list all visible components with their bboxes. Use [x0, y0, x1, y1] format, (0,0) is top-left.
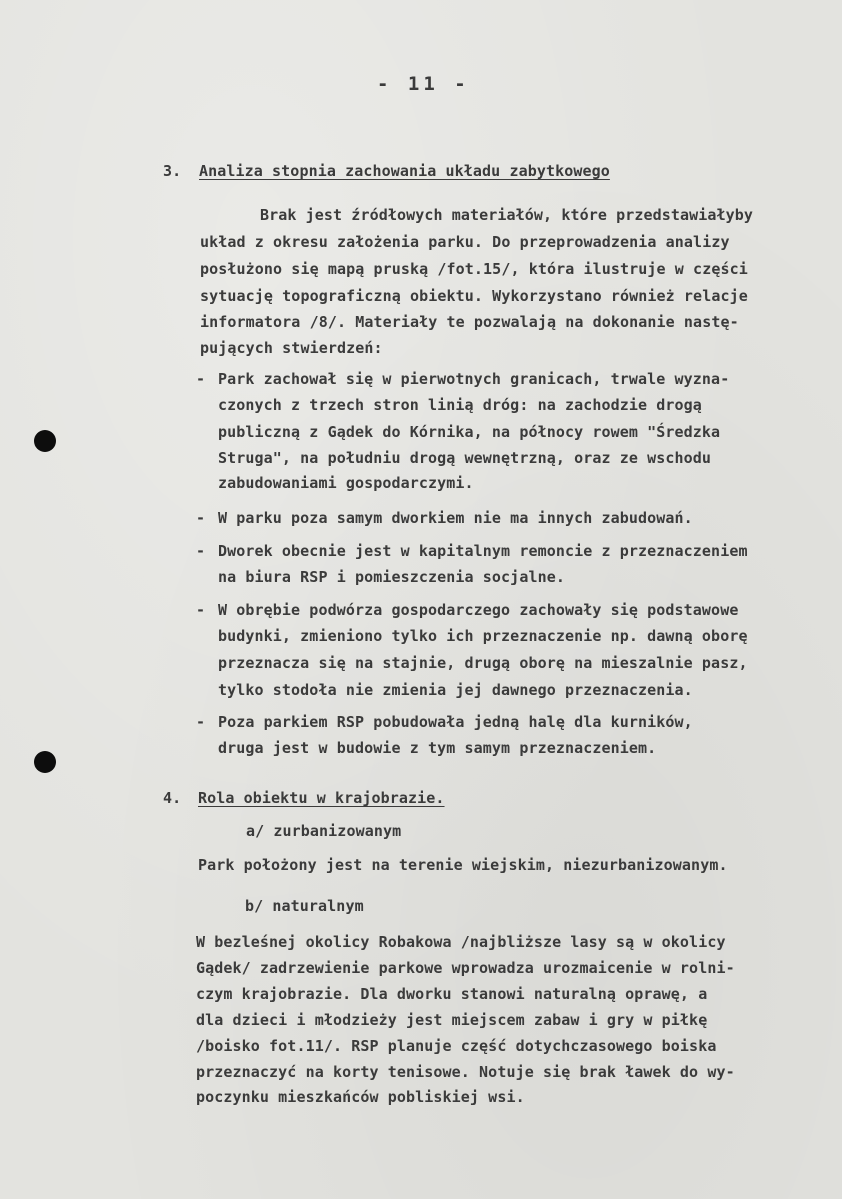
section-4a-text: Park położony jest na terenie wiejskim, niezurbanizowanym.	[198, 856, 728, 874]
section-4a-label: a/ zurbanizowanym	[246, 822, 402, 840]
section-3-paragraph-line: układ z okresu założenia parku. Do przeprowadzenia analizy	[200, 233, 730, 251]
bullet-line: zabudowaniami gospodarczymi.	[218, 474, 474, 492]
bullet-dash: -	[196, 542, 206, 560]
section-4b-line: przeznaczyć na korty tenisowe. Notuje się brak ławek do wy-	[196, 1063, 735, 1081]
section-4b-line: W bezleśnej okolicy Robakowa /najbliższe lasy są w okolicy	[196, 933, 726, 951]
bullet-dash: -	[196, 509, 206, 527]
section-4b-line: dla dzieci i młodzieży jest miejscem zabaw i gry w piłkę	[196, 1011, 708, 1029]
section-4b-line: poczynku mieszkańców pobliskiej wsi.	[196, 1088, 525, 1106]
bullet-dash: -	[196, 370, 206, 388]
section-4b-line: Gądek/ zadrzewienie parkowe wprowadza urozmaicenie w rolni-	[196, 959, 735, 977]
bullet-line: W obrębie podwórza gospodarczego zachowały się podstawowe	[218, 601, 739, 619]
bullet-line: budynki, zmieniono tylko ich przeznaczenie np. dawną oborę	[218, 627, 748, 645]
bullet-line: Park zachował się w pierwotnych granicach, trwale wyzna-	[218, 370, 730, 388]
section-4b-line: /boisko fot.11/. RSP planuje część dotychczasowego boiska	[196, 1037, 717, 1055]
punch-hole-lower	[34, 751, 56, 773]
bullet-line: W parku poza samym dworkiem nie ma innych zabudowań.	[218, 509, 693, 527]
bullet-line: przeznacza się na stajnie, drugą oborę na mieszalnie pasz,	[218, 654, 748, 672]
section-3-number: 3.	[163, 162, 182, 180]
bullet-line: Poza parkiem RSP pobudowała jedną halę dla kurników,	[218, 713, 693, 731]
section-3-paragraph-line: informatora /8/. Materiały te pozwalają na dokonanie nastę-	[200, 313, 739, 331]
bullet-line: Struga", na południu drogą wewnętrzną, oraz ze wschodu	[218, 449, 712, 467]
bullet-line: Dworek obecnie jest w kapitalnym remoncie z przeznaczeniem	[218, 542, 748, 560]
bullet-dash: -	[196, 601, 206, 619]
page-number: - 11 -	[377, 73, 470, 95]
bullet-line: publiczną z Gądek do Kórnika, na północy rowem "Średzka	[218, 423, 721, 441]
punch-hole-upper	[34, 430, 56, 452]
section-4-number: 4.	[163, 789, 182, 807]
section-3-title: Analiza stopnia zachowania układu zabytkowego	[199, 162, 610, 180]
bullet-dash: -	[196, 713, 206, 731]
section-4b-label: b/ naturalnym	[245, 897, 364, 915]
section-4-title: Rola obiektu w krajobrazie.	[198, 789, 445, 807]
bullet-line: tylko stodoła nie zmienia jej dawnego przeznaczenia.	[218, 681, 693, 699]
section-4b-line: czym krajobrazie. Dla dworku stanowi naturalną oprawę, a	[196, 985, 708, 1003]
bullet-line: na biura RSP i pomieszczenia socjalne.	[218, 568, 565, 586]
section-3-paragraph-line: pujących stwierdzeń:	[200, 339, 383, 357]
bullet-line: druga jest w budowie z tym samym przeznaczeniem.	[218, 739, 657, 757]
section-3-paragraph-line: Brak jest źródłowych materiałów, które przedstawiałyby	[260, 206, 754, 224]
section-3-paragraph-line: posłużono się mapą pruską /fot.15/, która ilustruje w części	[200, 260, 748, 278]
section-3-paragraph-line: sytuację topograficzną obiektu. Wykorzystano również relacje	[200, 287, 748, 305]
bullet-line: czonych z trzech stron linią dróg: na zachodzie drogą	[218, 396, 702, 414]
